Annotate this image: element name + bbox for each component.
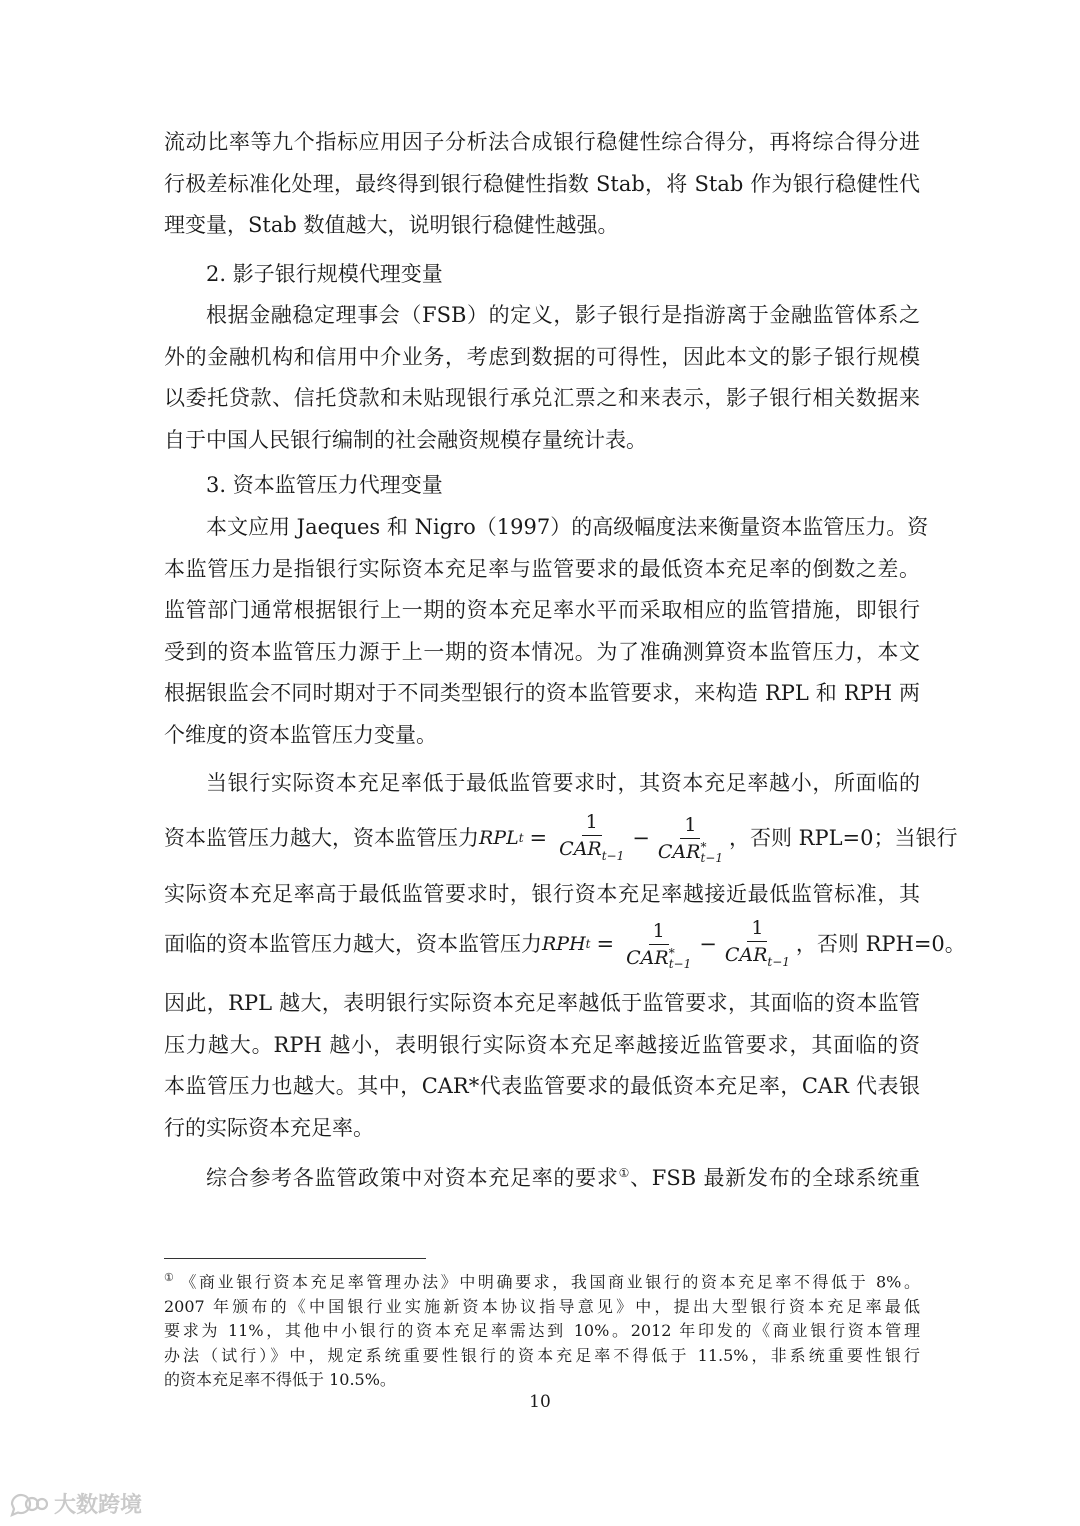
text-fragment: 面临的资本监管压力越大，资本监管压力 — [164, 932, 542, 957]
formula-line-rph — [164, 906, 966, 984]
text-line: 本文应用 Jaeques 和 Nigro（1997）的高级幅度法来衡量资本监管压力。资 — [206, 515, 929, 539]
footnote-mark: ① — [164, 1271, 177, 1284]
formula-line-rpl — [164, 800, 958, 878]
fraction-numerator: 1 — [649, 920, 669, 945]
text-line: 外的金融机构和信用中介业务，考虑到数据的可得性，因此本文的影子银行规模 — [164, 344, 920, 369]
text-line: 行的实际资本充足率。 — [164, 1115, 374, 1140]
denominator-var: CAR — [626, 946, 669, 969]
text-line: 当银行实际资本充足率低于最低监管要求时，其资本充足率越小，所面临的 — [206, 771, 920, 795]
paragraph-1 — [164, 122, 920, 247]
footnote-reference: ① — [618, 1166, 631, 1180]
fraction-1 — [555, 811, 628, 867]
footnote-line — [164, 1266, 920, 1295]
section-heading-2 — [164, 254, 920, 296]
heading-text: 2. 影子银行规模代理变量 — [206, 262, 443, 286]
denominator-sup: * — [668, 945, 675, 960]
text-line: 自于中国人民银行编制的社会融资规模存量统计表。 — [164, 427, 647, 452]
footnote — [164, 1266, 920, 1393]
denominator-sub: t−1 — [601, 848, 625, 863]
text-line: 个维度的资本监管压力变量。 — [164, 722, 437, 747]
text-line — [164, 1153, 920, 1195]
heading-text: 3. 资本监管压力代理变量 — [206, 473, 443, 497]
formula-lhs-sub: t — [585, 937, 591, 952]
paragraph-4 — [164, 763, 920, 805]
denominator-sub: t−1 — [668, 956, 692, 971]
text-line: 实际资本充足率高于最低监管要求时，银行资本充足率越接近最低监管标准，其 — [164, 882, 920, 906]
watermark-text: 大数跨境 — [54, 1493, 143, 1518]
paragraph-5 — [164, 1153, 920, 1195]
fraction-numerator: 1 — [747, 917, 767, 942]
fraction-denominator — [622, 945, 695, 970]
paragraph-2 — [164, 295, 920, 461]
footnote-text: 《商业银行资本充足率管理办法》中明确要求，我国商业银行的资本充足率不得低于 8%。 — [180, 1272, 920, 1292]
denominator-var: CAR — [724, 944, 768, 967]
text-line: 根据金融稳定理事会（FSB）的定义，影子银行是指游离于金融监管体系之 — [206, 303, 920, 327]
formula-equals: = — [529, 826, 548, 851]
text-fragment: ，否则 RPH=0。 — [795, 932, 966, 957]
formula-minus: − — [699, 932, 717, 957]
text-line: 本监管压力也越大。其中，CAR*代表监管要求的最低资本充足率，CAR 代表银 — [164, 1074, 920, 1098]
text-fragment: 资本监管压力越大，资本监管压力 — [164, 826, 479, 851]
text-line: 压力越大。RPH 越小，表明银行实际资本充足率越接近监管要求，其面临的资 — [164, 1032, 920, 1057]
text-line: 以委托贷款、信托贷款和未贴现银行承兑汇票之和来表示，影子银行相关数据来 — [164, 386, 920, 410]
text-line: 受到的资本监管压力源于上一期的资本情况。为了准确测算资本监管压力，本文 — [164, 639, 920, 664]
footnote-line: 要求为 11%，其他中小银行的资本充足率需达到 10%。2012 年印发的《商业银行资本管理 — [164, 1321, 920, 1341]
text-line: 监管部门通常根据银行上一期的资本充足率水平而采取相应的监管措施，即银行 — [164, 598, 920, 622]
fraction-denominator — [555, 836, 628, 867]
denominator-var: CAR — [657, 840, 701, 863]
paragraph-3 — [164, 507, 929, 756]
footnote-line: 办法（试行）》中，规定系统重要性银行的资本充足率不得低于 11.5%，非系统重要性银行 — [164, 1345, 920, 1365]
text-fragment: 综合参考各监管政策中对资本充足率的要求 — [206, 1166, 619, 1190]
formula-rph — [542, 917, 796, 973]
fraction-1 — [622, 920, 695, 970]
watermark — [8, 1488, 142, 1519]
text-line: 因此，RPL 越大，表明银行实际资本充足率越低于监管要求，其面临的资本监管 — [164, 991, 920, 1015]
text-line: 本监管压力是指银行实际资本充足率与监管要求的最低资本充足率的倒数之差。 — [164, 556, 920, 581]
formula-equals: = — [596, 932, 615, 957]
denominator-sub: t−1 — [700, 850, 723, 865]
text-fragment: ，否则 RPL=0；当银行 — [728, 826, 958, 851]
fraction-2 — [721, 917, 794, 973]
fraction-2 — [654, 814, 727, 864]
formula-lhs: RPL — [479, 827, 519, 850]
fraction-denominator — [654, 839, 727, 864]
denominator-var: CAR — [559, 838, 602, 861]
denominator-sub: t−1 — [767, 954, 790, 969]
formula-lhs-sub: t — [518, 831, 524, 846]
fraction-denominator — [721, 942, 794, 973]
footnote-line: 的资本充足率不得低于 10.5%。 — [164, 1370, 396, 1390]
text-line: 理变量，Stab 数值越大，说明银行稳健性越强。 — [164, 213, 619, 237]
formula-minus: − — [632, 826, 650, 851]
text-line: 流动比率等九个指标应用因子分析法合成银行稳健性综合得分，再将综合得分进 — [164, 130, 920, 154]
footnote-divider — [164, 1258, 426, 1259]
fraction-numerator: 1 — [582, 811, 602, 836]
section-heading-3 — [164, 465, 920, 507]
formula-lhs: RPH — [542, 933, 586, 956]
formula-rpl — [479, 811, 729, 867]
page-number: 10 — [529, 1392, 551, 1412]
denominator-sup: * — [700, 839, 707, 854]
chat-bubble-logo-icon — [8, 1491, 48, 1517]
text-fragment: 、FSB 最新发布的全球系统重 — [630, 1166, 920, 1190]
footnote-line: 2007 年颁布的《中国银行业实施新资本协议指导意见》中，提出大型银行资本充足率最低 — [164, 1296, 920, 1316]
text-line: 行极差标准化处理，最终得到银行稳健性指数 Stab，将 Stab 作为银行稳健性代 — [164, 171, 920, 196]
fraction-numerator: 1 — [680, 814, 700, 839]
text-line: 根据银监会不同时期对于不同类型银行的资本监管要求，来构造 RPL 和 RPH 两 — [164, 681, 920, 705]
paragraph-4-rest — [164, 983, 920, 1149]
